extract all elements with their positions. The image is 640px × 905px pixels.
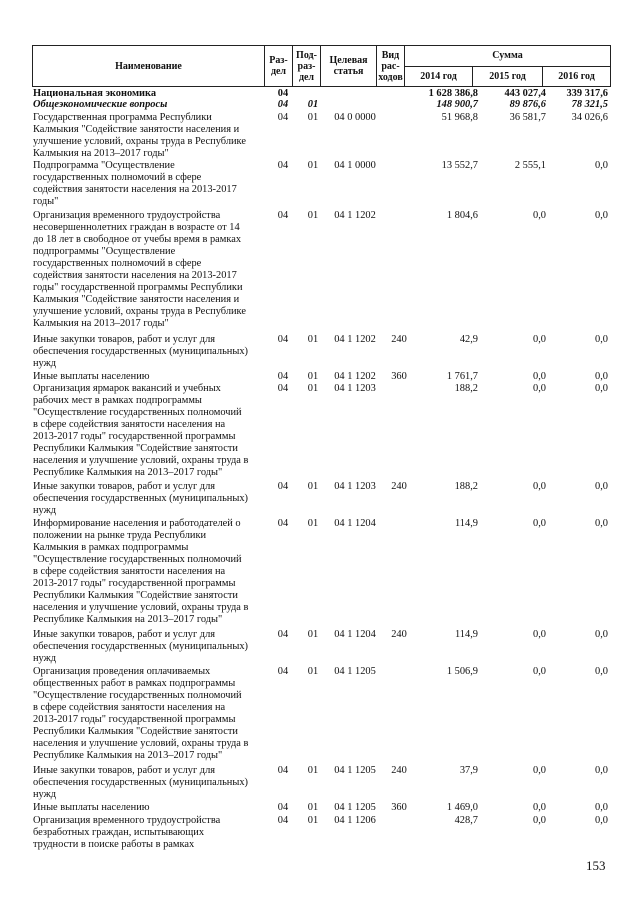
row-sum-2016: 34 026,6 xyxy=(571,112,608,123)
row-sum-2014: 1 628 386,8 xyxy=(428,88,478,99)
row-cel-statya: 04 0 0000 xyxy=(334,112,376,123)
row-podrazdel: 01 xyxy=(307,334,319,345)
row-podrazdel: 01 xyxy=(307,666,319,677)
row-sum-2015: 2 555,1 xyxy=(514,160,546,171)
row-sum-2015: 0,0 xyxy=(533,518,546,529)
row-sum-2014: 114,9 xyxy=(455,629,478,640)
row-cel-statya: 04 1 1203 xyxy=(334,383,376,394)
row-name: Иные закупки товаров, работ и услуг для обеспечения государственных (муниципальных) нужд xyxy=(33,481,249,516)
row-name: Организация временного трудоустройства несовершеннолетних граждан в возрасте от 14 до 18 лет в свободное от учебы время в рамках подпрограммы "Осуществление государственных полномочий в сфере содействия занятости населения на 2013-2017 годы" государственной программы Республики Калмыкия "Содействие занятости населения и улучшение условий, охраны труда в Республике Калмыкия на 2013–2017 годы" xyxy=(33,210,246,329)
row-sum-2015: 0,0 xyxy=(533,334,546,345)
table-header xyxy=(32,45,610,87)
row-vid-rashodov: 240 xyxy=(391,334,407,345)
row-podrazdel: 01 xyxy=(307,629,319,640)
row-sum-2014: 1 804,6 xyxy=(446,210,478,221)
row-cel-statya: 04 1 1205 xyxy=(334,666,376,677)
row-sum-2016: 78 321,5 xyxy=(571,99,608,110)
row-sum-2016: 0,0 xyxy=(595,765,608,776)
row-sum-2015: 0,0 xyxy=(533,210,546,221)
row-razdel: 04 xyxy=(277,765,289,776)
header-year-2016: 2016 год xyxy=(543,66,611,87)
row-sum-2016: 0,0 xyxy=(595,160,608,171)
row-cel-statya: 04 1 1202 xyxy=(334,371,376,382)
row-podrazdel: 01 xyxy=(307,383,319,394)
row-vid-rashodov: 360 xyxy=(391,802,407,813)
row-razdel: 04 xyxy=(277,99,289,110)
row-name: Иные закупки товаров, работ и услуг для обеспечения государственных (муниципальных) нужд xyxy=(33,765,249,800)
row-razdel: 04 xyxy=(277,383,289,394)
row-razdel: 04 xyxy=(277,518,289,529)
page-number: 153 xyxy=(586,858,606,873)
row-sum-2014: 428,7 xyxy=(454,815,478,826)
row-cel-statya: 04 1 1205 xyxy=(334,802,376,813)
row-podrazdel: 01 xyxy=(307,160,319,171)
row-sum-2014: 1 469,0 xyxy=(446,802,478,813)
row-name: Национальная экономика xyxy=(33,88,157,99)
row-cel-statya: 04 1 1204 xyxy=(334,629,376,640)
row-sum-2016: 0,0 xyxy=(595,802,608,813)
row-cel-statya: 04 1 1202 xyxy=(334,210,376,221)
row-razdel: 04 xyxy=(277,481,289,492)
row-razdel: 04 xyxy=(277,112,289,123)
row-razdel: 04 xyxy=(277,334,289,345)
header-name: Наименование xyxy=(33,46,265,87)
header-razdel: Раз- дел xyxy=(265,46,293,87)
row-razdel: 04 xyxy=(277,210,289,221)
row-sum-2015: 0,0 xyxy=(533,765,546,776)
row-name: Общеэкономические вопросы xyxy=(33,99,168,110)
row-podrazdel: 01 xyxy=(307,765,319,776)
row-sum-2015: 89 876,6 xyxy=(509,99,546,110)
row-podrazdel: 01 xyxy=(307,99,319,110)
row-vid-rashodov: 240 xyxy=(391,765,407,776)
row-name: Иные выплаты населению xyxy=(33,371,150,382)
row-name: Иные закупки товаров, работ и услуг для обеспечения государственных (муниципальных) нужд xyxy=(33,334,249,369)
row-name: Государственная программа Республики Калмыкия "Содействие занятости населения и улучшение условий, охраны труда в Республике Калмыкия на 2013–2017 годы" xyxy=(33,112,246,159)
row-podrazdel: 01 xyxy=(307,802,319,813)
row-podrazdel: 01 xyxy=(307,210,319,221)
header-podrazdel: Под- раз- дел xyxy=(293,46,321,87)
row-sum-2016: 0,0 xyxy=(595,383,608,394)
row-name: Организация ярмарок вакансий и учебных рабочих мест в рамках подпрограммы "Осуществление государственных полномочий в сфере содействия занятости населения на 2013-2017 годы" государственной программы Республики Калмыкия "Содействие занятости населения и улучшение условий, охраны труда в Республике Калмыкия на 2013–2017 годы" xyxy=(33,383,249,478)
row-sum-2016: 0,0 xyxy=(595,629,608,640)
row-podrazdel: 01 xyxy=(307,481,319,492)
row-sum-2015: 443 027,4 xyxy=(504,88,546,99)
row-razdel: 04 xyxy=(277,160,289,171)
row-razdel: 04 xyxy=(277,666,289,677)
row-sum-2015: 0,0 xyxy=(533,815,546,826)
row-vid-rashodov: 360 xyxy=(391,371,407,382)
row-sum-2016: 0,0 xyxy=(595,666,608,677)
row-vid-rashodov: 240 xyxy=(391,629,407,640)
header-year-2015: 2015 год xyxy=(473,66,543,87)
row-sum-2015: 0,0 xyxy=(533,481,546,492)
row-sum-2014: 188,2 xyxy=(454,383,478,394)
row-razdel: 04 xyxy=(277,815,289,826)
row-podrazdel: 01 xyxy=(307,371,319,382)
row-razdel: 04 xyxy=(277,629,289,640)
row-sum-2016: 0,0 xyxy=(595,481,608,492)
row-razdel: 04 xyxy=(277,88,289,99)
row-sum-2015: 0,0 xyxy=(533,629,546,640)
row-sum-2014: 1 761,7 xyxy=(446,371,478,382)
row-cel-statya: 04 1 1204 xyxy=(334,518,376,529)
row-vid-rashodov: 240 xyxy=(391,481,407,492)
row-cel-statya: 04 1 1203 xyxy=(334,481,376,492)
row-sum-2014: 51 968,8 xyxy=(441,112,478,123)
row-sum-2014: 13 552,7 xyxy=(441,160,478,171)
row-sum-2015: 0,0 xyxy=(533,383,546,394)
row-sum-2014: 37,9 xyxy=(459,765,478,776)
row-sum-2014: 188,2 xyxy=(454,481,478,492)
row-razdel: 04 xyxy=(277,802,289,813)
row-sum-2015: 0,0 xyxy=(533,371,546,382)
row-razdel: 04 xyxy=(277,371,289,382)
header-vid-rashodov: Вид рас- ходов xyxy=(377,46,405,87)
row-sum-2016: 0,0 xyxy=(595,210,608,221)
row-cel-statya: 04 1 1202 xyxy=(334,334,376,345)
header-cel-statya: Целевая статья xyxy=(321,46,377,87)
row-sum-2014: 114,9 xyxy=(455,518,478,529)
header-summa: Сумма xyxy=(405,46,611,67)
row-sum-2016: 0,0 xyxy=(595,371,608,382)
header-year-2014: 2014 год xyxy=(405,66,473,87)
row-name: Информирование населения и работодателей о положении на рынке труда Республики Калмыкия в рамках подпрограммы "Осуществление государственных полномочий в сфере содействия занятости населения на 2013-2017 годы" государственной программы Республики Калмыкия "Содействие занятости населения и улучшение условий, охраны труда в Республике Калмыкия на 2013–2017 годы" xyxy=(33,518,249,625)
row-sum-2014: 42,9 xyxy=(459,334,478,345)
row-sum-2014: 1 506,9 xyxy=(446,666,478,677)
row-sum-2015: 0,0 xyxy=(533,666,546,677)
row-sum-2016: 339 317,6 xyxy=(566,88,608,99)
row-sum-2014: 148 900,7 xyxy=(436,99,478,110)
row-sum-2016: 0,0 xyxy=(595,334,608,345)
row-podrazdel: 01 xyxy=(307,518,319,529)
row-sum-2016: 0,0 xyxy=(595,815,608,826)
row-podrazdel: 01 xyxy=(307,815,319,826)
row-cel-statya: 04 1 0000 xyxy=(334,160,376,171)
row-name: Организация проведения оплачиваемых общественных работ в рамках подпрограммы "Осуществление государственных полномочий в сфере содействия занятости населения на 2013-2017 годы" государственной программы Республики Калмыкия "Содействие занятости населения и улучшение условий, охраны труда в Республике Калмыкия на 2013–2017 годы" xyxy=(33,666,249,761)
row-sum-2015: 0,0 xyxy=(533,802,546,813)
row-cel-statya: 04 1 1205 xyxy=(334,765,376,776)
row-name: Организация временного трудоустройства безработных граждан, испытывающих трудности в поиске работы в рамках xyxy=(33,815,221,850)
row-name: Иные закупки товаров, работ и услуг для обеспечения государственных (муниципальных) нужд xyxy=(33,629,249,664)
row-sum-2016: 0,0 xyxy=(595,518,608,529)
row-cel-statya: 04 1 1206 xyxy=(334,815,376,826)
row-name: Иные выплаты населению xyxy=(33,802,150,813)
row-podrazdel: 01 xyxy=(307,112,319,123)
row-sum-2015: 36 581,7 xyxy=(509,112,546,123)
row-name: Подпрограмма "Осуществление государственных полномочий в сфере содействия занятости населения на 2013-2017 годы" xyxy=(33,160,237,207)
